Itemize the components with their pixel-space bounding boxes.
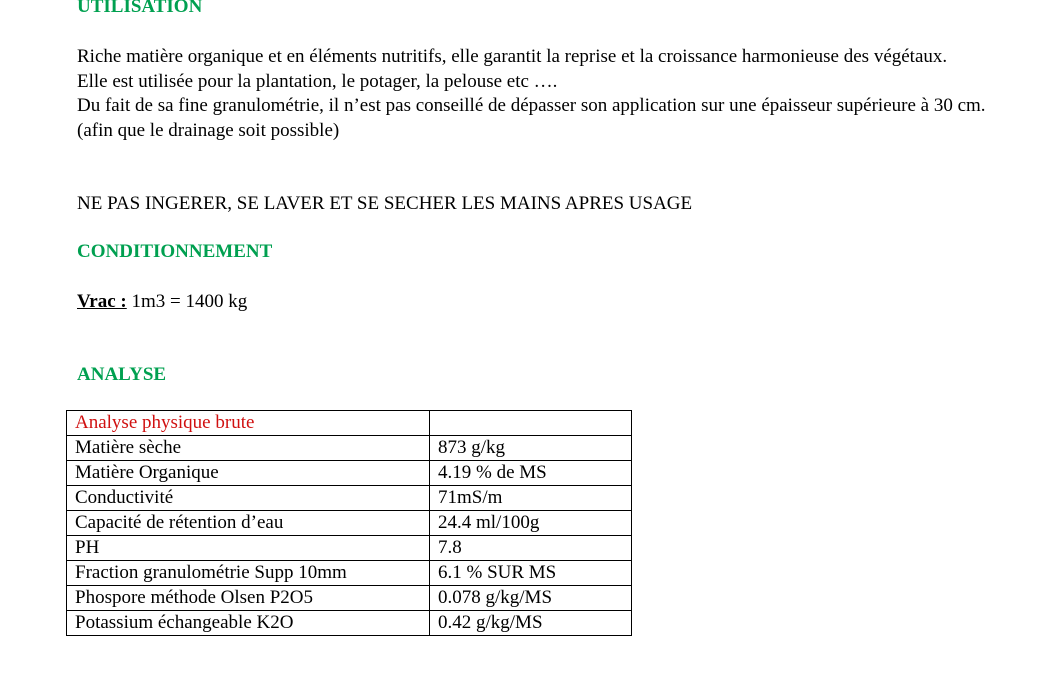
vrac-label: Vrac :	[77, 291, 127, 312]
utilisation-description	[77, 45, 997, 143]
table-row	[67, 611, 632, 636]
description-line: Elle est utilisée pour la plantation, le potager, la pelouse etc ….	[77, 70, 558, 92]
analysis-table	[66, 410, 632, 636]
table-row	[67, 461, 632, 486]
value-cell: 0.078 g/kg/MS	[430, 586, 632, 611]
table-row	[67, 486, 632, 511]
parameter-cell: Conductivité	[67, 486, 430, 511]
parameter-cell: Capacité de rétention d’eau	[67, 511, 430, 536]
table-header-cell	[430, 411, 632, 436]
parameter-cell: Matière Organique	[67, 461, 430, 486]
parameter-cell: Potassium échangeable K2O	[67, 611, 430, 636]
vrac-line	[77, 291, 247, 313]
value-cell: 71mS/m	[430, 486, 632, 511]
value-cell: 6.1 % SUR MS	[430, 561, 632, 586]
parameter-cell: Phospore méthode Olsen P2O5	[67, 586, 430, 611]
conditionnement-heading: CONDITIONNEMENT	[77, 241, 273, 262]
analyse-heading: ANALYSE	[77, 364, 167, 385]
value-cell: 873 g/kg	[430, 436, 632, 461]
table-row	[67, 536, 632, 561]
table-row	[67, 561, 632, 586]
value-cell: 4.19 % de MS	[430, 461, 632, 486]
parameter-cell: Matière sèche	[67, 436, 430, 461]
value-cell: 7.8	[430, 536, 632, 561]
vrac-value: 1m3 = 1400 kg	[126, 291, 248, 312]
description-line: Du fait de sa fine granulométrie, il n’est pas conseillé de dépasser son application sur une épaisseur supérieure à 30 cm. (afin que le drainage soit possible)	[77, 95, 986, 141]
table-row	[67, 511, 632, 536]
value-cell: 24.4 ml/100g	[430, 511, 632, 536]
parameter-cell: Fraction granulométrie Supp 10mm	[67, 561, 430, 586]
table-row	[67, 436, 632, 461]
parameter-cell: PH	[67, 536, 430, 561]
table-row	[67, 586, 632, 611]
description-line: Riche matière organique et en éléments nutritifs, elle garantit la reprise et la croissance harmonieuse des végétaux.	[77, 46, 948, 67]
table-header-cell: Analyse physique brute	[67, 411, 430, 436]
table-header-row	[67, 411, 632, 436]
safety-warning: NE PAS INGERER, SE LAVER ET SE SECHER LES MAINS APRES USAGE	[77, 193, 693, 214]
utilisation-heading: UTILISATION	[77, 0, 203, 17]
value-cell: 0.42 g/kg/MS	[430, 611, 632, 636]
